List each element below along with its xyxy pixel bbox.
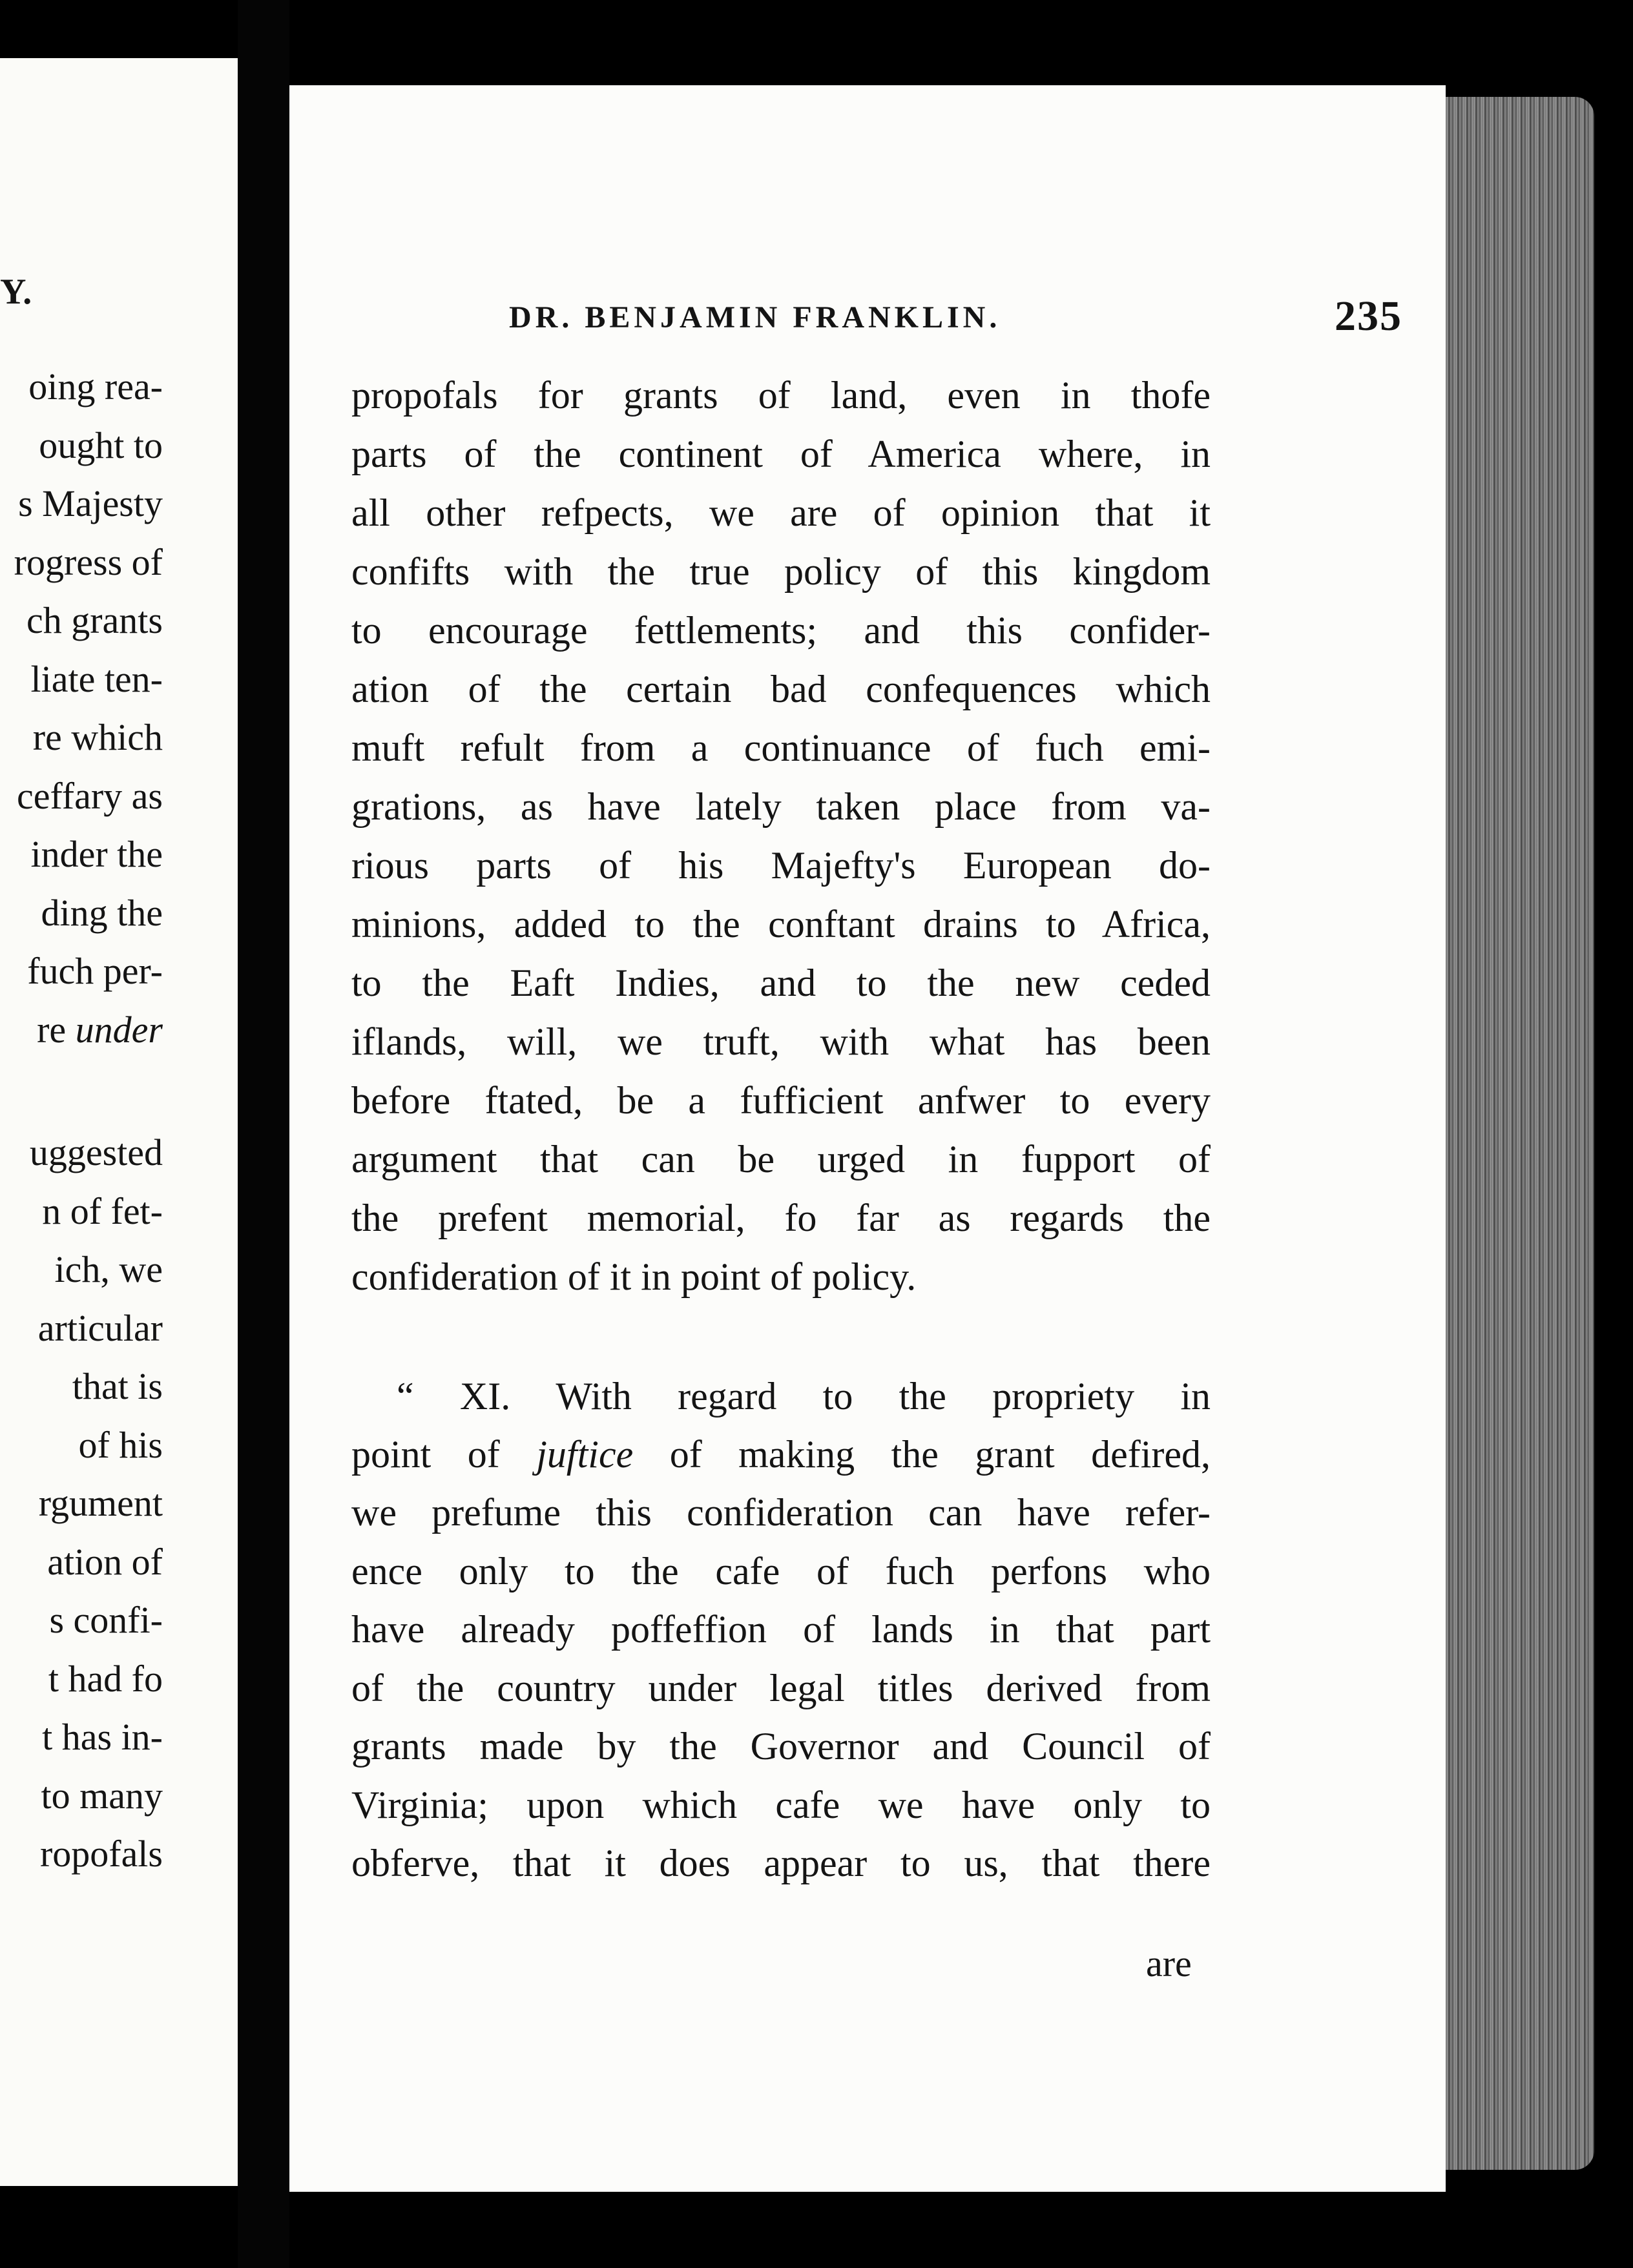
text-line: ence only to the cafe of fuch perfons who	[351, 1549, 1211, 1593]
page-number: 235	[1335, 293, 1402, 340]
left-text-line: s Majesty	[18, 482, 163, 524]
left-text-line: uggested	[29, 1131, 163, 1173]
text-line: rious parts of his Majefty's European do-	[351, 844, 1211, 887]
text-line: to the Eaft Indies, and to the new ceded	[351, 962, 1211, 1004]
left-text-line: ceffary as	[17, 774, 163, 817]
text-line: to encourage fettlements; and this confider-	[351, 609, 1211, 652]
left-text-line: re under	[37, 1008, 163, 1051]
text-line: all other refpects, we are of opinion that it	[351, 491, 1211, 534]
text-line: Virginia; upon which cafe we have only to	[351, 1783, 1211, 1826]
text-line: we prefume this confideration can have refer-	[351, 1491, 1211, 1534]
left-text-line: of his	[78, 1423, 163, 1466]
left-running-head-fragment: Y.	[0, 272, 32, 312]
right-page	[289, 85, 1446, 2192]
text-line: parts of the continent of America where, in	[351, 433, 1211, 475]
left-text-line: rogress of	[14, 541, 163, 583]
left-text-line: that is	[72, 1365, 163, 1407]
text-line: confifts with the true policy of this kingdom	[351, 550, 1211, 593]
text-line: minions, added to the conftant drains to Africa,	[351, 903, 1211, 945]
text-line: propofals for grants of land, even in thofe	[351, 374, 1211, 417]
left-text-line: ch grants	[26, 599, 163, 641]
left-page	[0, 58, 238, 2186]
left-text-line: re which	[32, 716, 163, 758]
running-title: DR. BENJAMIN FRANKLIN.	[509, 300, 1001, 335]
text-line: “ XI. With regard to the propriety in	[397, 1375, 1211, 1418]
book-gutter	[238, 0, 289, 2268]
left-text-line: articular	[37, 1306, 163, 1349]
text-line: iflands, will, we truft, with what has been	[351, 1020, 1211, 1063]
text-line: ation of the certain bad confequences which	[351, 668, 1211, 710]
left-text-line: to many	[41, 1774, 163, 1817]
left-text-line: liate ten-	[30, 657, 163, 700]
catchword: are	[1146, 1943, 1192, 1984]
text-line: confideration of it in point of policy.	[351, 1255, 917, 1298]
text-line: muft refult from a continuance of fuch emi-	[351, 727, 1211, 769]
text-line: have already poffeffion of lands in that part	[351, 1608, 1211, 1651]
left-text-line: t has in-	[42, 1716, 163, 1758]
left-text-line: ich, we	[54, 1248, 163, 1290]
left-text-line: rgument	[38, 1482, 163, 1524]
text-line: the prefent memorial, fo far as regards the	[351, 1197, 1211, 1239]
left-text-line: t had fo	[48, 1657, 163, 1700]
text-line: before ftated, be a fufficient anfwer to every	[351, 1079, 1211, 1122]
text-line: grations, as have lately taken place from va-	[351, 785, 1211, 828]
left-text-line: ropofals	[39, 1833, 163, 1875]
text-line: obferve, that it does appear to us, that there	[351, 1842, 1211, 1884]
left-text-line: ation of	[47, 1540, 163, 1583]
left-text-line: fuch per-	[27, 950, 163, 992]
page-fore-edge	[1446, 97, 1594, 2170]
text-line: of the country under legal titles derived from	[351, 1666, 1211, 1709]
left-text-line: n of fet-	[42, 1190, 163, 1232]
left-text-line: oing rea-	[28, 366, 163, 407]
text-line: point of juftice of making the grant defired,	[351, 1433, 1211, 1476]
left-text-line: ding the	[41, 891, 163, 934]
left-text-line: ought to	[39, 424, 163, 466]
running-head	[509, 293, 1446, 351]
italic-word: juftice	[536, 1433, 634, 1476]
text-line: argument that can be urged in fupport of	[351, 1138, 1211, 1180]
left-text-line: inder the	[30, 833, 163, 875]
left-text-line: s confi-	[49, 1599, 163, 1641]
text-line: grants made by the Governor and Council of	[351, 1725, 1211, 1768]
